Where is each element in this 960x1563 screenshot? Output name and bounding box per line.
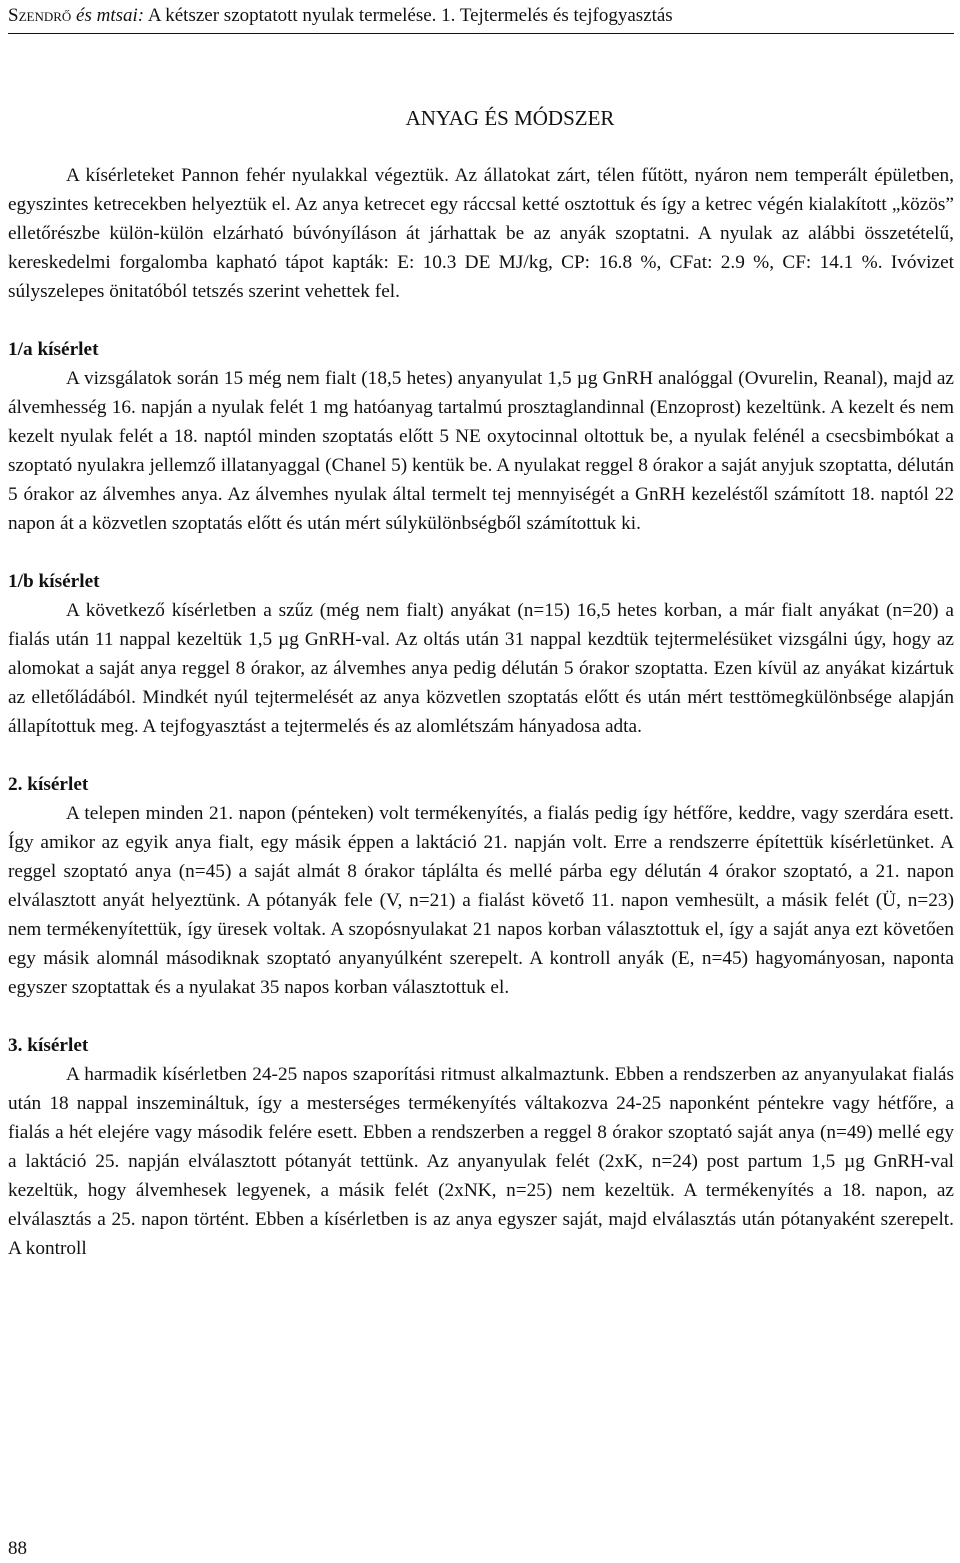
experiment-1b-heading: 1/b kísérlet [8, 571, 100, 592]
intro-paragraph: A kísérleteket Pannon fehér nyulakkal végeztük. Az állatokat zárt, télen fűtött, nyáron nem temperált épületben, egyszintes ketrecekben helyeztük el. Az anya ketrecet egy ráccsal ketté osztottuk és így a ketrec végén kialakított „közös” elletőrészbe külön-külön elzárható búvónyíláson át járhattak be az anyák szoptatni. A nyulak az alábbi összetételű, kereskedelmi forgalomba kapható tápot kapták: E: 10.3 DE MJ/kg, CP: 16.8 %, CFat: 2.9 %, CF: 14.1 %. Ivóvizet súlyszelepes önitatóból tetszés szerint vehettek fel. [8, 165, 954, 302]
header-rule [8, 33, 954, 34]
body-text [8, 161, 954, 1263]
experiment-3-heading: 3. kísérlet [8, 1035, 89, 1056]
experiment-1b-paragraph: A következő kísérletben a szűz (még nem fialt) anyákat (n=15) 16,5 hetes korban, a már fialt anyákat (n=20) a fialás után 11 nappal kezeltük 1,5 µg GnRH-val. Az oltás után 31 nappal kezdtük tejtermelésüket vizsgálni úgy, hogy az alomokat a saját anya reggel 8 órakor, az álvemhes anya pedig délután 5 órakor szoptatta. Ezen kívül az anyákat kizártuk az elletőládából. Mindkét nyúl tejtermelését az anya közvetlen szoptatás előtt és után mért testtömegkülönbsége alapján állapítottuk meg. A tejfogyasztást a tejtermelés és az alomlétszám hányadosa adta. [8, 600, 954, 737]
experiment-1a-paragraph: A vizsgálatok során 15 még nem fialt (18,5 hetes) anyanyulat 1,5 µg GnRH analóggal (Ovurelin, Reanal), majd az álvemhesség 16. napján a nyulak felét 1 mg hatóanyag tartalmú prosztaglandinnal (Enzoprost) kezeltünk. A kezelt és nem kezelt nyulak felét a 18. naptól minden szoptatás előtt 5 NE oxytocinnal oltottuk be, a nyulak felénél a csecsbimbókat a szoptató nyulakra jellemző illatanyaggal (Chanel 5) kentük be. A nyulakat reggel 8 órakor a saját anyjuk szoptatta, délután 5 órakor az álvemhes anya. Az álvemhes nyulak által termelt tej mennyiségét a GnRH kezeléstől számított 18. naptól 22 napon át a közvetlen szoptatás előtt és után mért súlykülönbségből számítottuk ki. [8, 368, 954, 534]
running-header [8, 4, 954, 28]
header-author: Szendrő [8, 5, 72, 26]
page-number: 88 [8, 1538, 27, 1559]
experiment-1a-heading: 1/a kísérlet [8, 339, 99, 360]
header-etal: és mtsai: [71, 5, 145, 26]
experiment-2-paragraph: A telepen minden 21. napon (pénteken) volt termékenyítés, a fialás pedig így hétfőre, keddre, vagy szerdára esett. Így amikor az egyik anya fialt, egy másik éppen a laktáció 21. napján volt. Erre a rendszerre építettük kísérletünket. A reggel szoptató anya (n=45) a saját almát 8 órakor táplálta és mellé párba egy délután 4 órakor szoptató, a 21. napon elválasztott anyát helyeztünk. A pótanyák fele (V, n=21) a fialást követő 11. napon vemhesült, a másik felét (Ü, n=23) nem termékenyítettük, így üresek voltak. A szopósnyulakat 21 napos korban választottuk el, így a saját anya ezt követően egy másik alomnál másodiknak szoptató anyanyúlként szerepelt. A kontroll anyák (E, n=45) hagyományosan, naponta egyszer szoptattak és a nyulakat 35 napos korban választottuk el. [8, 803, 954, 998]
experiment-3-paragraph: A harmadik kísérletben 24-25 napos szaporítási ritmust alkalmaztunk. Ebben a rendszerben az anyanyulakat fialás után 18 nappal inszemináltuk, így a mesterséges termékenyítés váltakozva 24-25 naponként péntekre vagy hétfőre, a fialás a hét elejére vagy második felére esett. Ebben a rendszerben a reggel 8 órakor szoptató saját anya (n=49) mellé egy a laktáció 25. napján elválasztott pótanyát tettünk. Az anyanyulak felét (2xK, n=24) post partum 1,5 µg GnRH-val kezeltük, hogy álvemhesek legyenek, a másik felét (2xNK, n=25) nem kezeltük. A termékenyítés a 18. napon, az elválasztás a 25. napon történt. Ebben a kísérletben is az anya egyszer saját, majd elválasztás után pótanyaként szerepelt. A kontroll [8, 1064, 954, 1259]
header-title: A kétszer szoptatott nyulak termelése. 1. Tejtermelés és tejfogyasztás [144, 5, 673, 26]
experiment-2-heading: 2. kísérlet [8, 774, 89, 795]
section-title: ANYAG ÉS MÓDSZER [405, 106, 615, 130]
